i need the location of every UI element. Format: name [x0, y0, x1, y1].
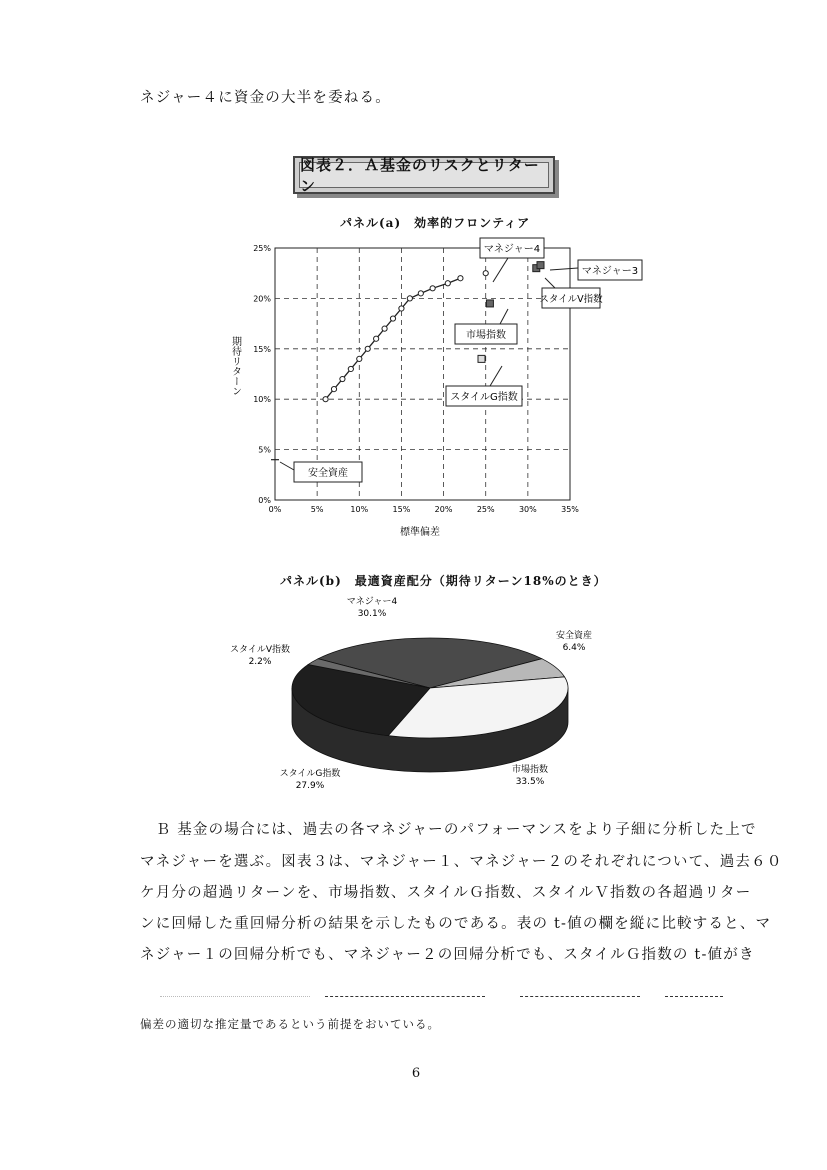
svg-text:スタイルV指数: スタイルV指数 [539, 294, 603, 305]
y-axis-label: 期待リターン [229, 336, 241, 396]
svg-text:市場指数: 市場指数 [466, 330, 506, 341]
x-tick-labels [269, 505, 580, 514]
pie-value-label: 33.5% [515, 777, 545, 787]
pie-label: スタイルG指数 [279, 769, 341, 779]
svg-text:安全資産: 安全資産 [308, 468, 348, 479]
style-g-marker [478, 355, 485, 362]
frontier-point [445, 281, 450, 286]
paragraph-line-5: ネジャー１の回帰分析でも、マネジャー２の回帰分析でも、スタイルＧ指数の t-値がき [140, 947, 755, 963]
svg-text:マネジャー4: マネジャー4 [483, 244, 541, 255]
x-tick-label: 5% [310, 505, 324, 514]
paragraph-line-2: マネジャーを選ぶ。図表３は、マネジャー１、マネジャー２のそれぞれについて、過去６０ [140, 854, 783, 870]
y-tick-labels [253, 244, 271, 505]
footnote-rule-2 [520, 996, 640, 997]
frontier-point [407, 296, 412, 301]
frontier-point [430, 286, 435, 291]
y-tick-label: 5% [258, 445, 271, 455]
pie-value-label: 27.9% [295, 781, 325, 791]
market-marker [486, 300, 493, 307]
panel-a-title: パネル(a) 効率的フロンティア [340, 216, 531, 230]
pie-label: 市場指数 [511, 765, 549, 775]
y-tick-label: 10% [253, 395, 271, 405]
figure-title-box [293, 156, 555, 194]
y-tick-label: 25% [253, 244, 271, 253]
callout-style-v [539, 278, 603, 308]
pie-label: マネジャー4 [346, 597, 398, 607]
paragraph-line-1: Ｂ 基金の場合には、過去の各マネジャーのパフォーマンスをより子細に分析した上で [140, 822, 757, 838]
paragraph-line-3: ケ月分の超過リターンを、市場指数、スタイルＧ指数、スタイルＶ指数の各超過リター [140, 885, 752, 901]
pie-label: スタイルV指数 [230, 645, 290, 655]
pie-slices [292, 638, 568, 738]
x-tick-label: 25% [476, 505, 495, 514]
pie-label: 安全資産 [555, 631, 593, 641]
frontier-point [348, 366, 353, 371]
x-tick-label: 0% [268, 505, 282, 514]
frontier-point [374, 336, 379, 341]
frontier-point [418, 291, 423, 296]
footnote-rule-faint [160, 996, 310, 997]
x-tick-label: 35% [561, 505, 579, 514]
frontier-point [390, 316, 395, 321]
y-tick-label: 15% [253, 344, 271, 354]
y-tick-label: 20% [253, 294, 271, 304]
x-tick-label: 15% [392, 505, 411, 514]
frontier-point [399, 306, 404, 311]
frontier-point [365, 346, 370, 351]
frontier-point [458, 276, 463, 281]
style-v-marker [537, 262, 544, 269]
x-tick-label: 10% [350, 505, 369, 514]
frontier-point [331, 387, 336, 392]
pie-value-label: 2.2% [248, 657, 272, 667]
pie-value-label: 30.1% [357, 609, 387, 619]
svg-text:スタイルG指数: スタイルG指数 [450, 392, 518, 403]
svg-text:マネジャー3: マネジャー3 [581, 266, 639, 277]
frontier-point [357, 356, 362, 361]
manager4-marker [483, 271, 488, 276]
paragraph-line-4: ンに回帰した重回帰分析の結果を示したものである。表の t-値の欄を縦に比較すると、マ [140, 916, 772, 932]
x-tick-label: 30% [518, 505, 537, 514]
frontier-point [340, 376, 345, 381]
frontier-chart [220, 236, 639, 542]
footnote: 偏差の適切な推定量であるという前提をおいている。 [140, 1017, 440, 1031]
allocation-pie [220, 592, 620, 802]
page-number: 6 [411, 1066, 421, 1081]
top-text: ネジャー４に資金の大半を委ねる。 [140, 90, 391, 106]
frontier-point [323, 397, 328, 402]
x-axis-label: 標準偏差 [400, 527, 440, 538]
footnote-rule-3 [665, 996, 723, 997]
pie-value-label: 6.4% [562, 643, 586, 653]
frontier-point [382, 326, 387, 331]
x-tick-label: 20% [434, 505, 453, 514]
y-tick-label: 0% [258, 496, 271, 505]
panel-b-title: パネル(b) 最適資産配分（期待リターン18%のとき） [280, 574, 607, 588]
figure-title: 図表２．Ａ基金のリスクとリターン [299, 162, 549, 188]
footnote-rule-1 [325, 996, 485, 997]
